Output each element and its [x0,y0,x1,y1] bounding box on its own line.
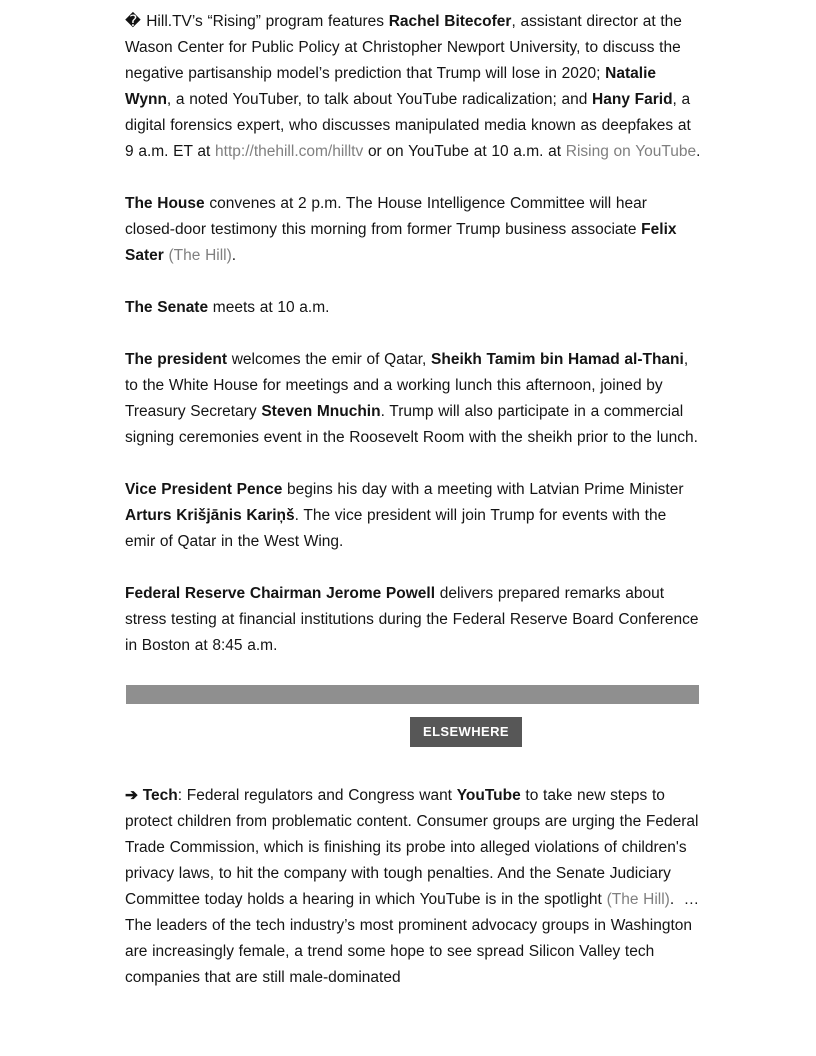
bold-text-run: ➔ Tech [125,787,178,804]
bold-text-run: Natalie Wynn [125,65,657,108]
bold-text-run: Steven Mnuchin [261,403,381,420]
bold-text-run: The House [125,195,205,212]
bold-text-run: YouTube [456,787,521,804]
bold-text-run: Vice President Pence [125,481,283,498]
link[interactable]: Rising on YouTube [565,143,697,160]
text-run: . [696,143,701,160]
text-run: begins his day with a meeting with Latvian Prime Minister [282,481,684,498]
bold-text-run: The president [125,351,228,368]
text-run: , to the White House for meetings and a working lunch this afternoon, joined by Treasury Secretary [125,351,689,420]
text-run: : Federal regulators and Congress want [177,787,457,804]
bold-text-run: Hany Farid [592,91,673,108]
text-run: . The vice president will join Trump for events with the emir of Qatar in the West Wing. [125,507,667,550]
text-run: . [231,247,237,264]
text-run: . … The leaders of the tech industry’s most prominent advocacy groups in Washington are increasingly female, a trend some hope to see spread Silicon Valley tech companies that are still male-dominated [125,891,700,986]
link[interactable]: (The Hill) [606,891,670,908]
text-run: meets at 10 a.m. [208,299,330,316]
elsewhere-badge: ELSEWHERE [410,717,522,747]
bold-text-run: Felix Sater [125,221,677,264]
text-run: delivers prepared remarks about stress testing at financial institutions during the Federal Reserve Board Conference in Boston at 8:45 a.m. [125,585,699,654]
text-run: , a digital forensics expert, who discusses manipulated media known as deepfakes at 9 a.m. ET at [125,91,691,160]
bold-text-run: Federal Reserve Chairman Jerome Powell [125,585,436,602]
link[interactable]: (The Hill) [168,247,232,264]
paragraph [125,581,701,659]
text-run: welcomes the emir of Qatar, [227,351,432,368]
text-run: convenes at 2 p.m. The House Intelligence Committee will hear closed-door testimony this morning from former Trump business associate [125,195,647,238]
link[interactable]: http://thehill.com/hilltv [215,143,364,160]
text-run: , a noted YouTuber, to talk about YouTube radicalization; and [166,91,593,108]
text-run: to take new steps to protect children from problematic content. Consumer groups are urging the Federal Trade Commission, which is finishing its probe into alleged violations of children's privacy laws, to hit the company with tough penalties. And the Senate Judiciary Committee today holds a hearing in which YouTube is in the spotlight [125,787,699,908]
text-run: or on YouTube at 10 a.m. at [363,143,566,160]
text-run: Hill.TV’s “Rising” program features [146,13,389,30]
paragraph [125,295,701,321]
elsewhere-badge-row [125,717,701,747]
paragraph [125,8,701,165]
paragraph [125,477,701,555]
paragraph [125,783,701,991]
bold-text-run: Sheikh Tamim bin Hamad al-Thani [431,351,684,368]
bold-text-run: Rachel Bitecofer [388,13,512,30]
paragraph [125,191,701,269]
paragraph [125,347,701,451]
replacement-char-icon: � [125,12,147,30]
section-divider [126,685,699,704]
text-run: , assistant director at the Wason Center for Public Policy at Christopher Newport University, to discuss the negative partisanship model’s prediction that Trump will lose in 2020; [125,13,682,82]
schedule-section [125,8,701,659]
text-run: . Trump will also participate in a commercial signing ceremonies event in the Roosevelt Room with the sheikh prior to the lunch. [125,403,698,446]
bold-text-run: The Senate [125,299,209,316]
elsewhere-section [125,783,701,991]
bold-text-run: Arturs Krišjānis Kariņš [125,507,295,524]
